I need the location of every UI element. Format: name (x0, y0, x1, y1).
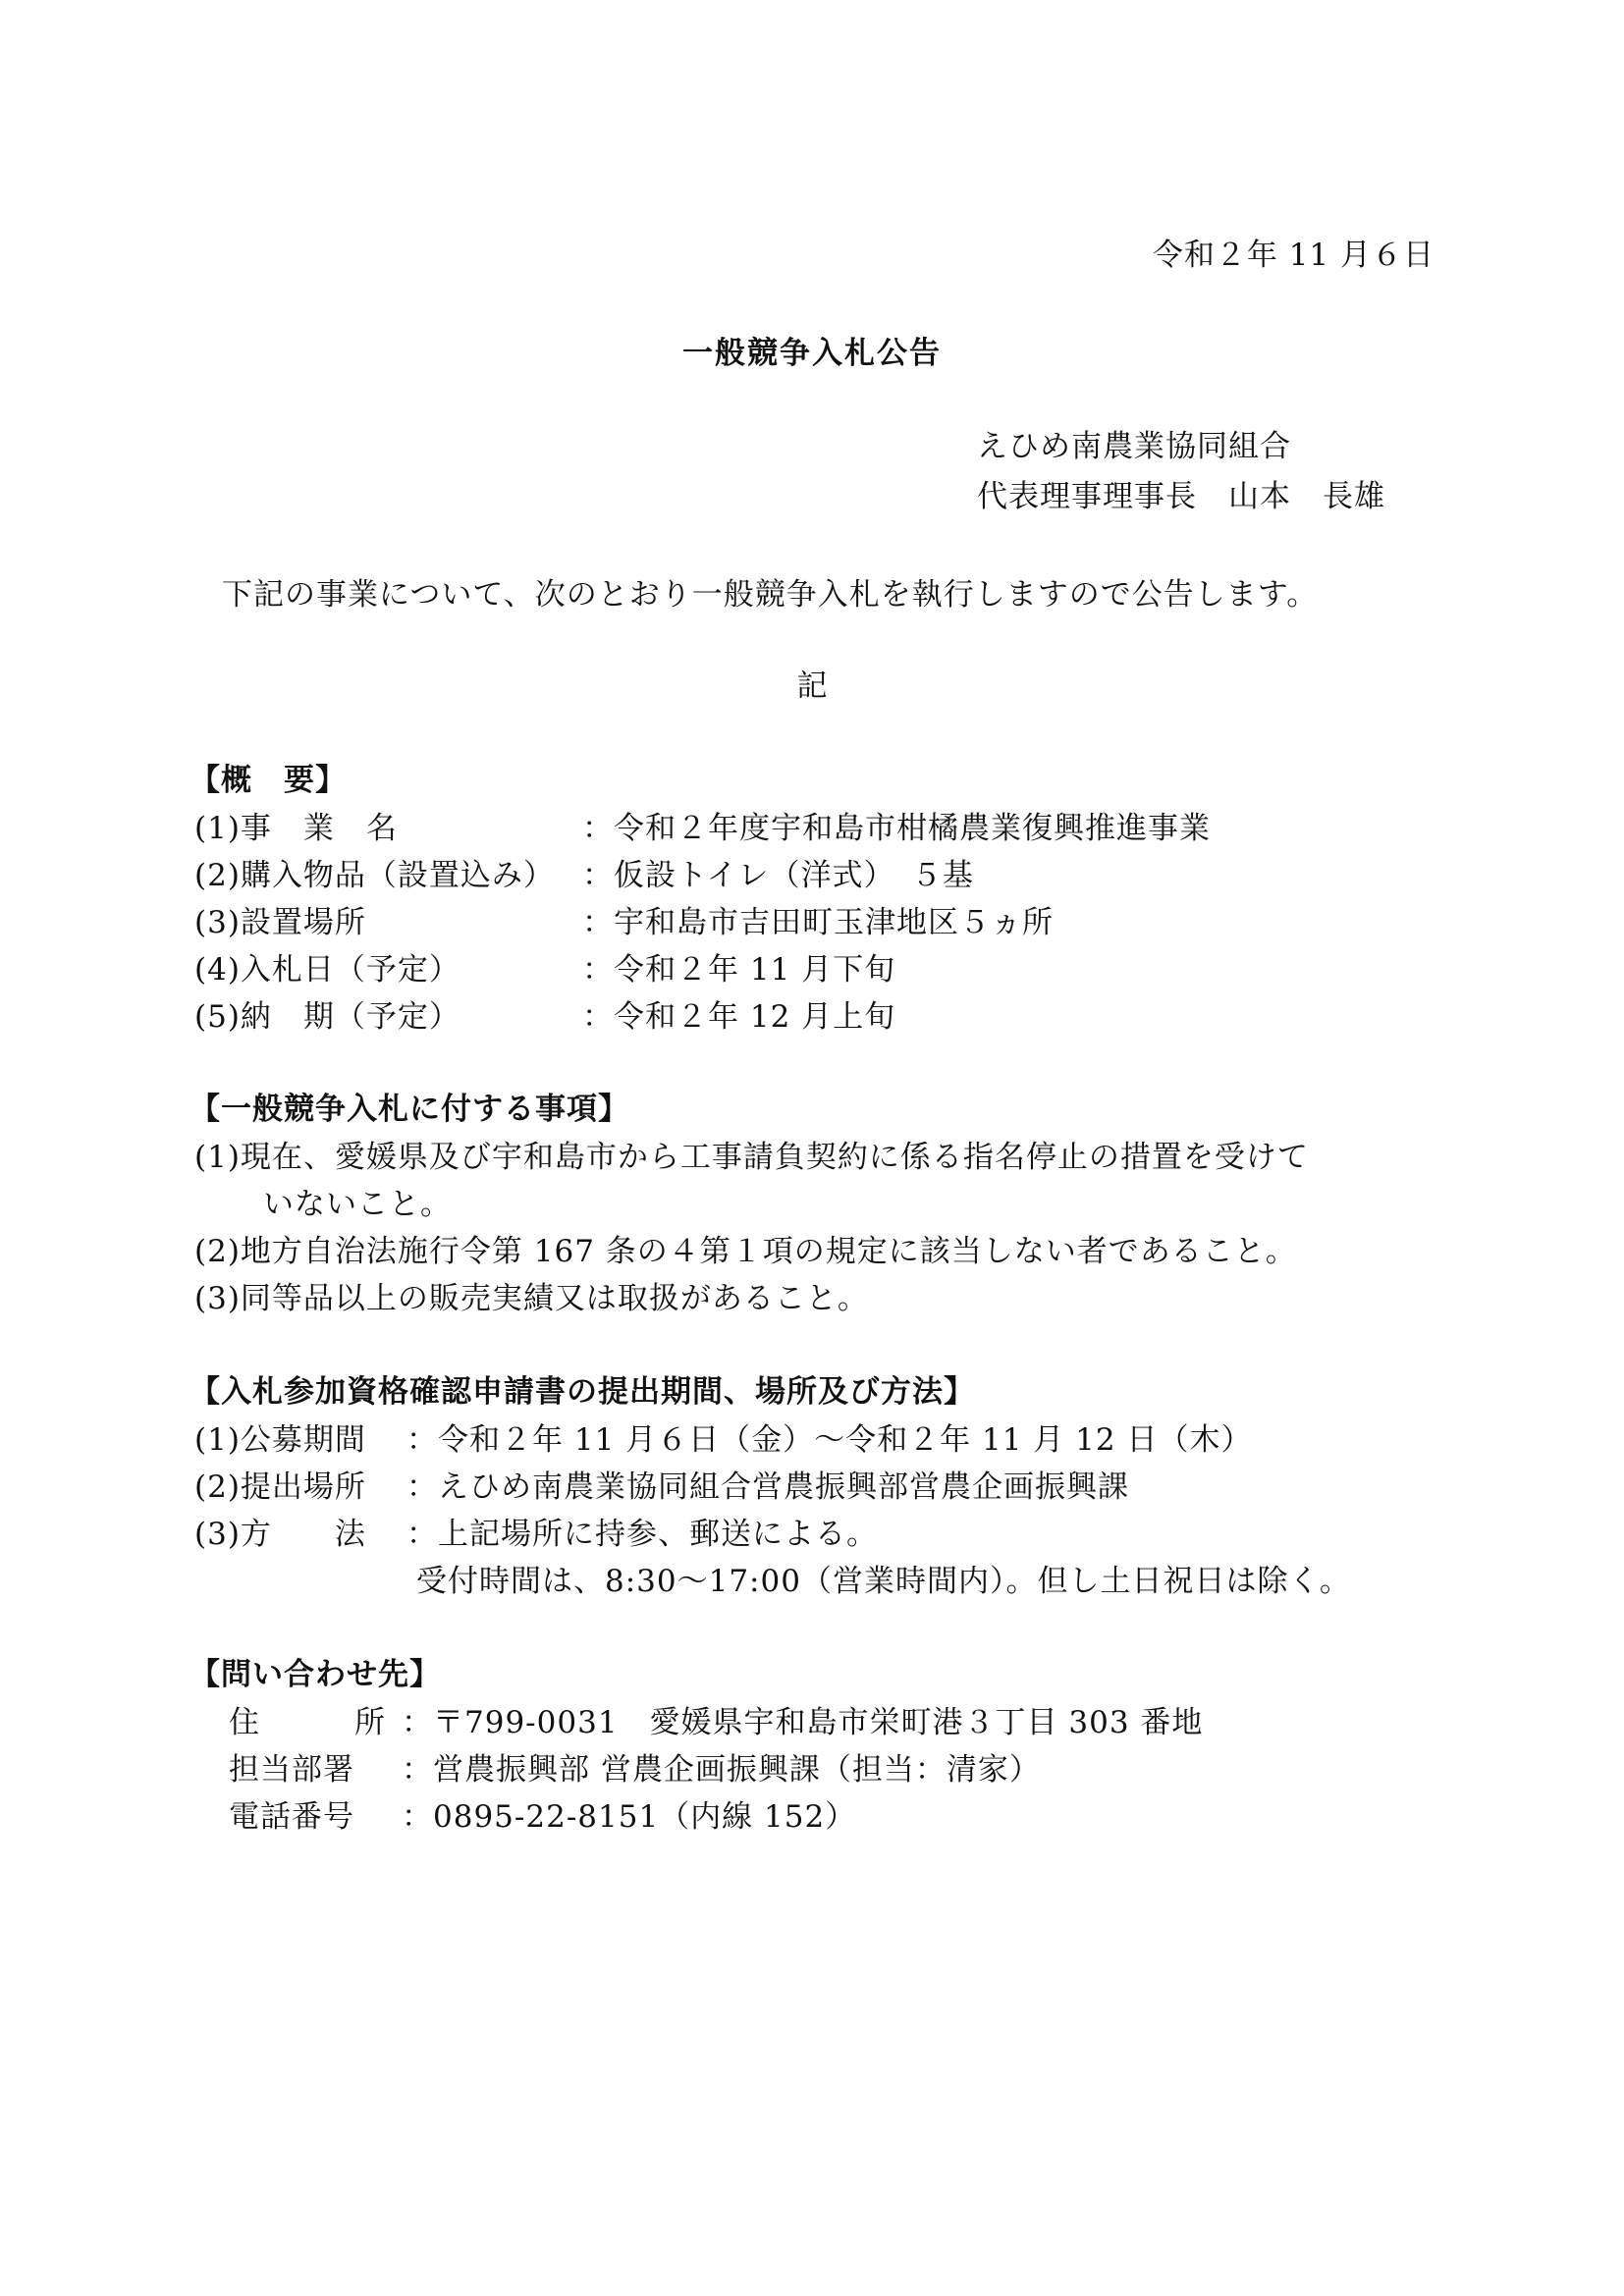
contact-row-value: ：0895-22-8151（内線 152） (402, 1799, 857, 1835)
overview-row-label: (1)事 業 名 (194, 811, 398, 846)
notice-date: 令和２年 11 月６日 (1152, 238, 1435, 273)
contact-row-label: 住 所 (229, 1705, 386, 1740)
contact-row (229, 1752, 1041, 1789)
overview-row-value: ：仮設トイレ（洋式） ５基 (582, 858, 974, 893)
contact-row-value: ：営農振興部 営農企画振興課（担当：清家） (402, 1752, 1041, 1788)
application-reception-note: 受付時間は、8:30～17:00（営業時間内）。但し土日祝日は除く。 (416, 1564, 1351, 1599)
overview-row-value: ：令和２年度宇和島市柑橘農業復興推進事業 (582, 811, 1211, 846)
overview-row-value: ：宇和島市吉田町玉津地区５ヵ所 (582, 905, 1054, 940)
intro-paragraph: 下記の事業について、次のとおり一般競争入札を執行しますので公告します。 (222, 577, 1319, 613)
application-row-value: ：えひめ南農業協同組合営農振興部営農企画振興課 (406, 1469, 1129, 1505)
application-heading: 【入札参加資格確認申請書の提出期間、場所及び方法】 (189, 1374, 975, 1410)
overview-row-label: (3)設置場所 (194, 905, 366, 940)
overview-row (194, 811, 1211, 847)
condition-item-1: (1)現在、愛媛県及び宇和島市から工事請負契約に係る指名停止の措置を受けて (194, 1140, 1309, 1175)
application-row (194, 1517, 878, 1553)
application-row-value: ：上記場所に持参、郵送による。 (406, 1517, 878, 1552)
overview-row (194, 905, 1054, 941)
issuer-organization: えひめ南農業協同組合 (977, 429, 1291, 464)
application-row (194, 1469, 1129, 1506)
condition-item-1-continuation: いないこと。 (263, 1187, 452, 1222)
overview-heading: 【概 要】 (189, 763, 347, 798)
application-row-label: (1)公募期間 (194, 1422, 366, 1458)
issuer-representative: 代表理事理事長 山本 長雄 (977, 479, 1385, 514)
conditions-heading: 【一般競争入札に付する事項】 (189, 1092, 629, 1127)
overview-row-label: (2)購入物品（設置込み） (194, 858, 555, 893)
application-row-label: (3)方 法 (194, 1517, 366, 1552)
contact-row (229, 1799, 856, 1836)
overview-row (194, 999, 895, 1036)
page-title: 一般競争入札公告 (682, 336, 942, 371)
contact-row-value: ：〒799-0031 愛媛県宇和島市栄町港３丁目 303 番地 (402, 1705, 1204, 1740)
overview-row (194, 858, 974, 894)
overview-row-value: ：令和２年 12 月上旬 (582, 999, 896, 1035)
contact-row-label: 電話番号 (229, 1799, 354, 1835)
overview-row-value: ：令和２年 11 月下旬 (582, 952, 896, 988)
condition-item-3: (3)同等品以上の販売実績又は取扱があること。 (194, 1281, 869, 1316)
application-row (194, 1422, 1252, 1459)
condition-item-2: (2)地方自治法施行令第 167 条の４第１項の規定に該当しない者であること。 (194, 1234, 1297, 1269)
contact-row-label: 担当部署 (229, 1752, 354, 1788)
ki-heading: 記 (796, 668, 828, 704)
overview-row-label: (4)入札日（予定） (194, 952, 460, 988)
application-row-value: ：令和２年 11 月６日（金）～令和２年 11 月 12 日（木） (406, 1422, 1253, 1458)
contact-row (229, 1705, 1203, 1741)
contact-heading: 【問い合わせ先】 (189, 1657, 441, 1692)
application-row-label: (2)提出場所 (194, 1469, 366, 1505)
overview-row (194, 952, 895, 988)
overview-row-label: (5)納 期（予定） (194, 999, 460, 1035)
